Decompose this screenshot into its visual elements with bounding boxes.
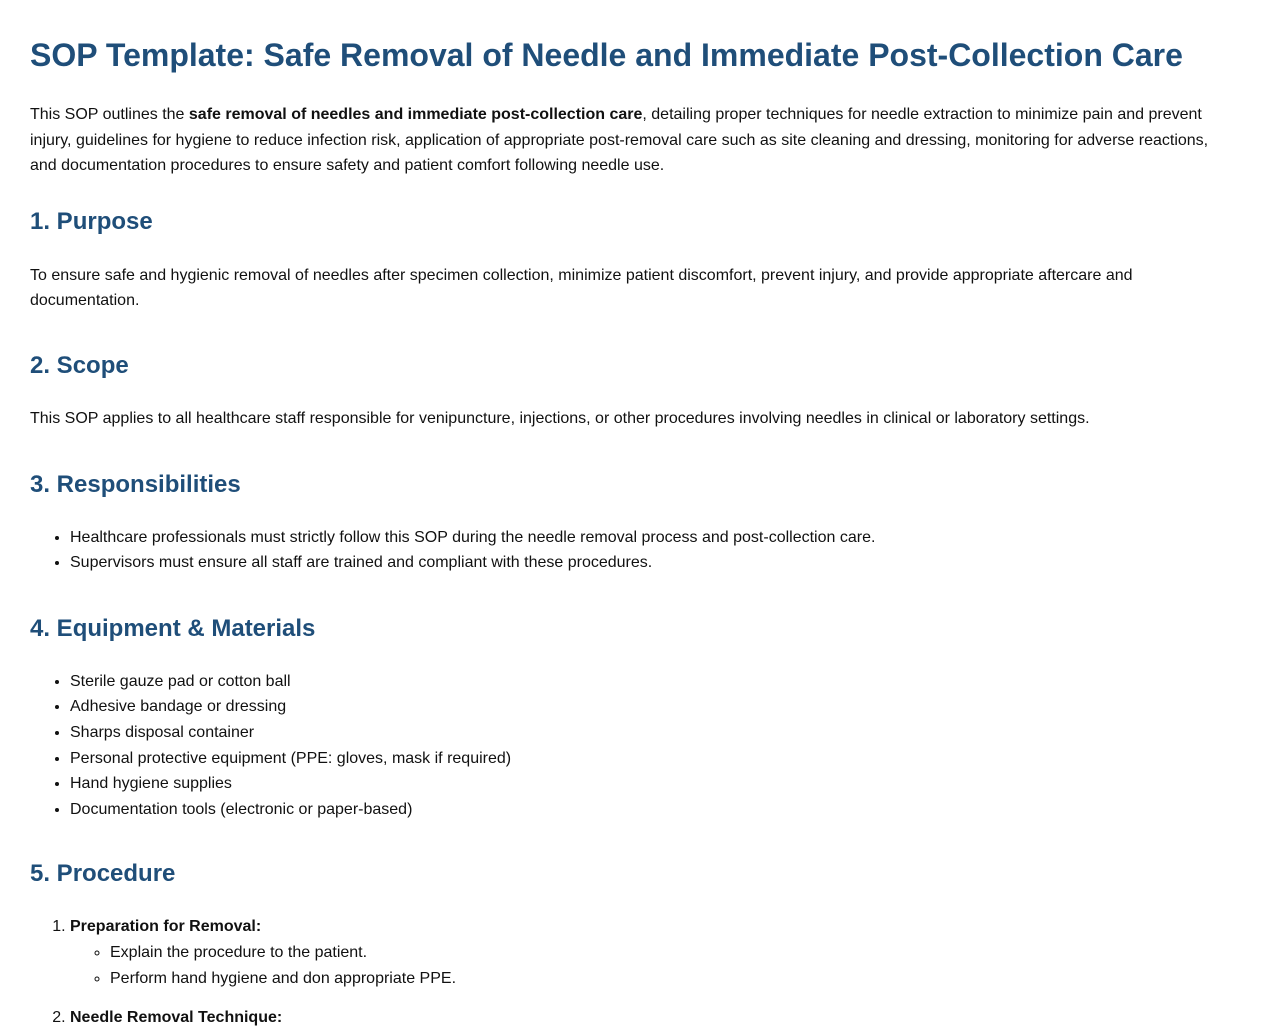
section-heading-procedure: 5. Procedure — [30, 860, 176, 888]
intro-text-start: This SOP outlines the — [30, 106, 189, 123]
section-heading-purpose: 1. Purpose — [30, 207, 153, 235]
procedure-step — [70, 1005, 1233, 1031]
list-item: • Sharps disposal container — [70, 720, 1233, 746]
section-heading-responsibilities: 3. Responsibilities — [30, 470, 241, 498]
procedure-steps — [30, 914, 1233, 1030]
list-item: • Personal protective equipment (PPE: gloves, mask if required) — [70, 746, 1233, 772]
step-substeps — [70, 940, 1233, 991]
list-item: ◦ Perform hand hygiene and don appropriate PPE. — [110, 966, 1233, 992]
list-item: • Documentation tools (electronic or paper-based) — [70, 797, 1233, 823]
intro-text-end: , detailing proper techniques for needle extraction to minimize pain and prevent injury, guidelines for hygiene to reduce infection risk, application of appropriate post-removal care such as site cleaning and dressing, monitoring for adverse reactions, and documentation procedures to ensure safety and patient comfort following needle use. — [30, 106, 1209, 175]
intro-paragraph — [30, 102, 1233, 179]
step-title: Needle Removal Technique: — [70, 1009, 283, 1027]
list-item: • Healthcare professionals must strictly follow this SOP during the needle removal process and post-collection care. — [70, 525, 1233, 551]
equipment-list — [30, 669, 1233, 823]
scope-text: This SOP applies to all healthcare staff responsible for venipuncture, injections, or other procedures involving needles in clinical or laboratory settings. — [30, 409, 1090, 427]
section-heading-equipment: 4. Equipment & Materials — [30, 614, 316, 642]
step-title: Preparation for Removal: — [70, 918, 262, 936]
responsibilities-list — [30, 525, 1233, 576]
procedure-step — [70, 914, 1233, 991]
list-item: ◦ Explain the procedure to the patient. — [110, 940, 1233, 966]
intro-text-bold: safe removal of needles and immediate post-collection care — [188, 106, 643, 123]
list-item: • Sterile gauze pad or cotton ball — [70, 669, 1233, 695]
list-item: • Hand hygiene supplies — [70, 771, 1233, 797]
purpose-text: To ensure safe and hygienic removal of needles after specimen collection, minimize patient discomfort, prevent injury, and provide appropriate aftercare and documentation. — [30, 266, 1133, 310]
list-item: • Supervisors must ensure all staff are trained and compliant with these procedures. — [70, 550, 1233, 576]
list-item: • Adhesive bandage or dressing — [70, 694, 1233, 720]
page-title: SOP Template: Safe Removal of Needle and Immediate Post-Collection Care — [30, 37, 1183, 73]
section-heading-scope: 2. Scope — [30, 351, 129, 379]
